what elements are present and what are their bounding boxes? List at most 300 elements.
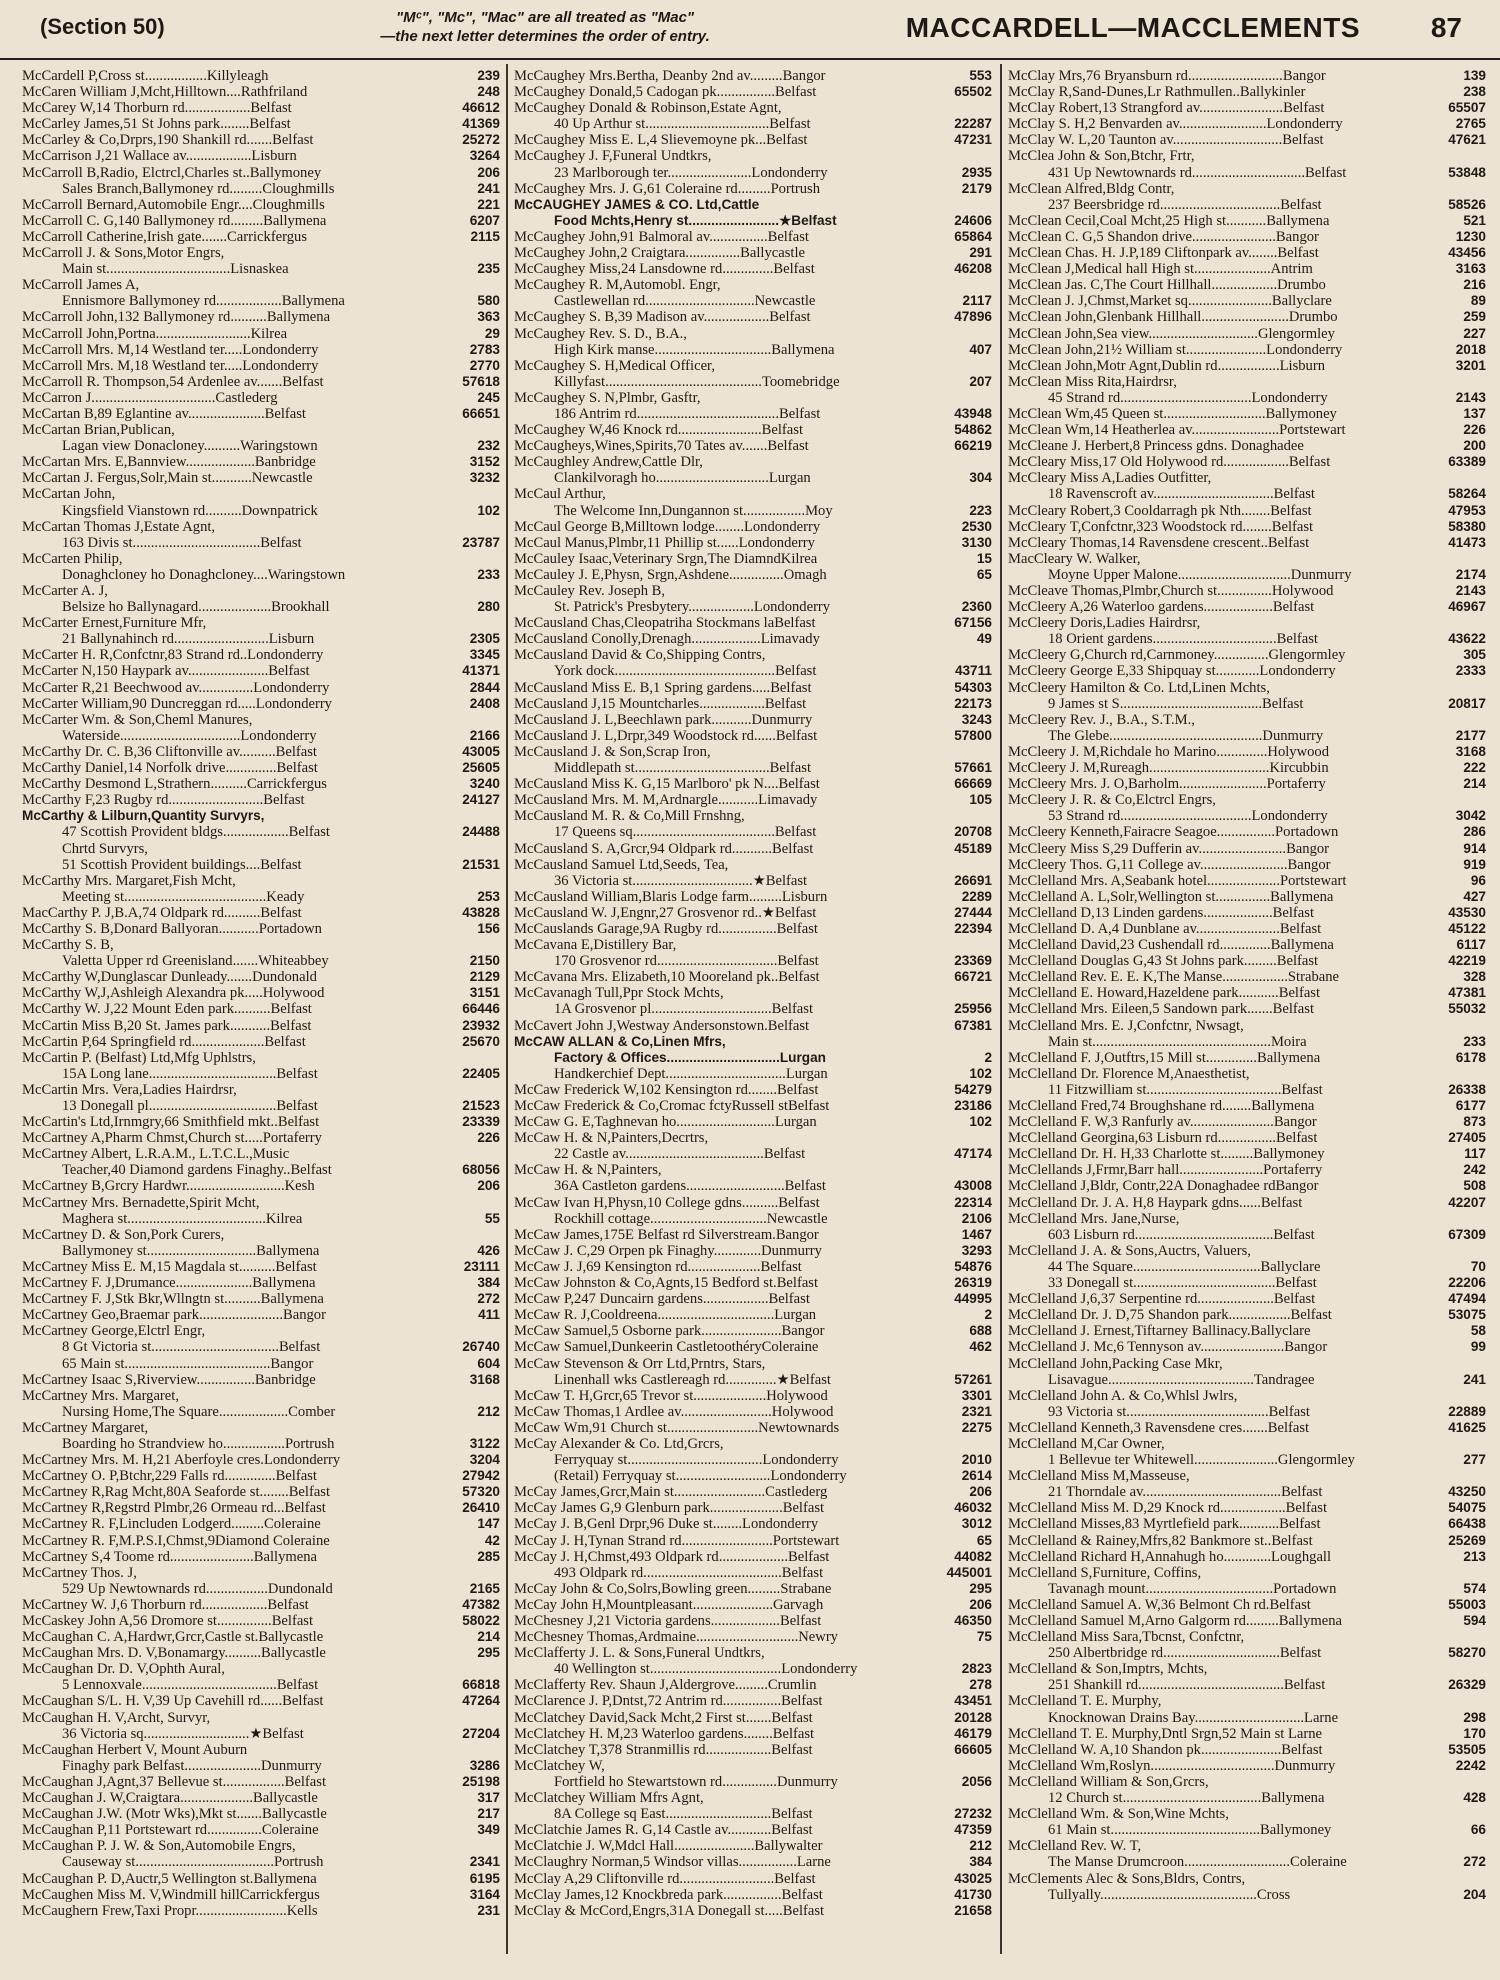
phone-number: 43025 xyxy=(950,1871,992,1887)
phone-number: 26740 xyxy=(458,1339,500,1355)
entry-text: McCaughey Donald,5 Cadogan pk................Belfast xyxy=(514,84,817,101)
entry-text: McCaughey Donald & Robinson,Estate Agnt, xyxy=(514,100,782,117)
phone-number: 42219 xyxy=(1444,953,1486,969)
phone-number: 23369 xyxy=(950,953,992,969)
directory-entry xyxy=(22,519,500,535)
entry-text: McClelland Fred,74 Broughshane rd........Ballymena xyxy=(1008,1098,1315,1114)
directory-entry xyxy=(1008,1549,1486,1565)
directory-entry xyxy=(514,1533,992,1549)
entry-text: McCausland David & Co,Shipping Contrs, xyxy=(514,647,766,664)
entry-text: McClay A,29 Cliftonville rd..........................Belfast xyxy=(514,1870,816,1887)
directory-entry xyxy=(514,1082,992,1098)
directory-entry xyxy=(1008,1661,1486,1677)
phone-number: 22287 xyxy=(950,116,992,132)
entry-text: McClelland Dr. H. H,33 Charlotte st.........Ballymoney xyxy=(1008,1146,1325,1163)
directory-entry xyxy=(22,599,500,615)
directory-entry xyxy=(22,647,500,663)
entry-text: McCleery J. R. & Co,Elctrcl Engrs, xyxy=(1008,792,1216,809)
phone-number: 2275 xyxy=(958,1420,992,1436)
phone-number: 58380 xyxy=(1444,519,1486,535)
directory-entry xyxy=(1008,1452,1486,1468)
entry-text: McCavana E,Distillery Bar, xyxy=(514,937,677,954)
phone-number: 43005 xyxy=(458,744,500,760)
directory-entry xyxy=(1008,1790,1486,1806)
directory-entry xyxy=(514,1838,992,1854)
directory-entry xyxy=(22,1758,500,1774)
phone-number: 55003 xyxy=(1444,1597,1486,1613)
entry-text: 65 Main st........................................Bangor xyxy=(62,1355,314,1372)
phone-number: 66 xyxy=(1467,1822,1486,1838)
entry-text: McCarthy Mrs. Margaret,Fish Mcht, xyxy=(22,872,236,889)
entry-text: Ballymoney st..............................Ballymena xyxy=(62,1242,320,1259)
entry-text: McCarter Ernest,Furniture Mfr, xyxy=(22,615,207,632)
directory-entry xyxy=(514,181,992,197)
directory-entry xyxy=(1008,390,1486,406)
phone-number: 66446 xyxy=(458,1001,500,1017)
entry-text: Fortfield ho Stewartstown rd...............Dunmurry xyxy=(554,1773,838,1790)
directory-entry xyxy=(514,1871,992,1887)
directory-entry xyxy=(514,1581,992,1597)
phone-number: 574 xyxy=(1459,1581,1486,1597)
entry-text: McCausland J. L,Beechlawn park...........Dunmurry xyxy=(514,711,813,728)
entry-text: Main st.................................................Moira xyxy=(1048,1033,1307,1050)
entry-text: McCaw Frederick W,102 Kensington rd........Belfast xyxy=(514,1081,819,1098)
entry-text: McClelland Miss M,Masseuse, xyxy=(1008,1468,1190,1485)
entry-text: Meeting st.......................................Keady xyxy=(62,888,305,905)
phone-number: 65 xyxy=(973,1533,992,1549)
directory-entry xyxy=(514,1677,992,1693)
entry-text: McCaw Samuel,5 Osborne park......................Bangor xyxy=(514,1323,825,1340)
directory-entry xyxy=(22,841,500,857)
directory-entry xyxy=(514,1001,992,1017)
phone-number: 214 xyxy=(473,1629,500,1645)
directory-entry xyxy=(1008,1146,1486,1162)
entry-text: McClelland E. Howard,Hazeldene park...........Belfast xyxy=(1008,985,1321,1002)
entry-text: McCartney R,Rag Mcht,80A Seaforde st........Belfast xyxy=(22,1484,331,1501)
entry-text: McClelland M,Car Owner, xyxy=(1008,1435,1165,1452)
directory-entry xyxy=(514,744,992,760)
directory-entry xyxy=(514,165,992,181)
phone-number: 96 xyxy=(1467,873,1486,889)
directory-entry xyxy=(22,374,500,390)
phone-number: 317 xyxy=(473,1790,500,1806)
entry-text: McCaw James,175E Belfast rd Silverstream.Bangor xyxy=(514,1226,819,1243)
entry-text: McClelland T. E. Murphy, xyxy=(1008,1693,1162,1710)
directory-entry xyxy=(22,100,500,116)
entry-text: McClean Miss Rita,Hairdrsr, xyxy=(1008,373,1177,390)
directory-entry xyxy=(514,1806,992,1822)
directory-entry xyxy=(22,1420,500,1436)
entry-text: Kingsfield Vianstown rd..........Downpatrick xyxy=(62,502,318,519)
directory-entry xyxy=(1008,309,1486,325)
entry-text: McCaughey Mrs.Bertha, Deanby 2nd av.........Bangor xyxy=(514,68,826,84)
phone-number: 47264 xyxy=(458,1693,500,1709)
entry-text: McCartin Miss B,20 St. James park...........Belfast xyxy=(22,1017,312,1034)
directory-entry xyxy=(22,1178,500,1194)
ordering-note-line2: —the next letter determines the order of entry. xyxy=(380,28,710,45)
phone-number: 26329 xyxy=(1444,1677,1486,1693)
entry-text: McCarter William,90 Duncreggan rd.....Londonderry xyxy=(22,695,332,712)
directory-entry xyxy=(1008,1742,1486,1758)
entry-text: McCleary Thomas,14 Ravensdene crescent..Belfast xyxy=(1008,534,1310,551)
phone-number: 328 xyxy=(1459,969,1486,985)
phone-number: 2765 xyxy=(1452,116,1486,132)
entry-text: McCartney George,Elctrl Engr, xyxy=(22,1323,206,1340)
entry-text: 11 Fitzwilliam st.....................................Belfast xyxy=(1048,1081,1323,1098)
directory-entry xyxy=(1008,1420,1486,1436)
phone-number: 226 xyxy=(1459,422,1486,438)
directory-entry xyxy=(1008,583,1486,599)
phone-number: 207 xyxy=(965,374,992,390)
directory-entry xyxy=(514,1452,992,1468)
phone-number: 41473 xyxy=(1444,535,1486,551)
directory-entry xyxy=(514,841,992,857)
directory-entry xyxy=(514,1726,992,1742)
entry-text: McCarter R,21 Beechwood av...............Londonderry xyxy=(22,679,330,696)
directory-entry xyxy=(514,1629,992,1645)
entry-text: McCavana Mrs. Elizabeth,10 Mooreland pk..Belfast xyxy=(514,969,820,986)
entry-text: McCartney Miss E. M,15 Magdala st..........Belfast xyxy=(22,1258,317,1275)
phone-number: 604 xyxy=(473,1356,500,1372)
entry-text: McClelland Miss M. D,29 Knock rd..................Belfast xyxy=(1008,1500,1328,1517)
entry-text: 17 Queens sq.......................................Belfast xyxy=(554,824,817,841)
phone-number: 286 xyxy=(1459,824,1486,840)
directory-entry xyxy=(22,309,500,325)
phone-number: 2242 xyxy=(1452,1758,1486,1774)
phone-number: 2823 xyxy=(958,1661,992,1677)
phone-number: 2143 xyxy=(1452,390,1486,406)
directory-entry xyxy=(22,696,500,712)
directory-entry xyxy=(22,1677,500,1693)
entry-text: McClelland Rev. W. T, xyxy=(1008,1838,1142,1855)
phone-number: 6117 xyxy=(1453,937,1487,953)
entry-text: 493 Oldpark rd......................................Belfast xyxy=(554,1564,824,1581)
entry-text: McCaughan J. W,Craigtara....................Ballycastle xyxy=(22,1790,318,1807)
phone-number: 58022 xyxy=(458,1613,500,1629)
entry-text: McClelland Dr. J. D,75 Shandon park.................Belfast xyxy=(1008,1307,1332,1324)
directory-entry xyxy=(22,1018,500,1034)
directory-entry xyxy=(1008,535,1486,551)
phone-number: 66818 xyxy=(458,1677,500,1693)
directory-entry xyxy=(1008,1565,1486,1581)
phone-number: 3293 xyxy=(958,1243,992,1259)
phone-number: 25605 xyxy=(458,760,500,776)
directory-entry xyxy=(514,454,992,470)
directory-entry xyxy=(1008,1018,1486,1034)
directory-entry xyxy=(1008,744,1486,760)
directory-entry xyxy=(514,808,992,824)
directory-entry xyxy=(1008,1001,1486,1017)
entry-text: McCavanagh Tull,Ppr Stock Mchts, xyxy=(514,985,724,1002)
directory-entry xyxy=(22,1887,500,1903)
entry-text: McCartan Thomas J,Estate Agnt, xyxy=(22,518,216,535)
entry-text: McClelland Mrs. E. J,Confctnr, Nwsagt, xyxy=(1008,1017,1244,1034)
entry-text: 13 Donegall pl...................................Belfast xyxy=(62,1098,318,1114)
phone-number: 291 xyxy=(965,245,992,261)
directory-entry xyxy=(22,1066,500,1082)
phone-number: 445001 xyxy=(943,1565,992,1581)
entry-text: McClean J,Medical hall High st.....................Antrim xyxy=(1008,261,1313,278)
directory-entry xyxy=(514,1484,992,1500)
phone-number: 23111 xyxy=(460,1259,500,1275)
entry-text: McClelland Mrs. Jane,Nurse, xyxy=(1008,1210,1180,1227)
directory-entry xyxy=(514,1162,992,1178)
phone-number: 873 xyxy=(1459,1114,1486,1130)
entry-text: 18 Orient gardens..................................Belfast xyxy=(1048,631,1318,648)
directory-entry xyxy=(1008,470,1486,486)
directory-entry xyxy=(514,647,992,663)
phone-number: 20708 xyxy=(950,824,992,840)
phone-number: 23787 xyxy=(458,535,500,551)
column-divider xyxy=(506,64,508,1954)
entry-text: McCaughan C. A,Hardwr,Grcr,Castle st.Ballycastle xyxy=(22,1629,324,1646)
phone-number: 54303 xyxy=(950,680,992,696)
directory-entry xyxy=(514,261,992,277)
phone-number: 580 xyxy=(473,293,500,309)
entry-text: McCarthy Daniel,14 Norfolk drive..............Belfast xyxy=(22,760,318,777)
phone-number: 23932 xyxy=(458,1018,500,1034)
phone-number: 688 xyxy=(965,1323,992,1339)
phone-number: 349 xyxy=(473,1822,500,1838)
directory-entry xyxy=(1008,293,1486,309)
directory-entry xyxy=(514,390,992,406)
phone-number: 66605 xyxy=(950,1742,992,1758)
phone-number: 305 xyxy=(1459,647,1486,663)
entry-text: Knocknowan Drains Bay..............................Larne xyxy=(1048,1709,1339,1726)
entry-text: McCauslands Garage,9A Rugby rd................Belfast xyxy=(514,920,818,937)
entry-text: McCausland Mrs. M. M,Ardnargle...........Limavady xyxy=(514,792,818,809)
entry-text: McCauley Rev. Joseph B, xyxy=(514,583,666,599)
directory-entry xyxy=(1008,889,1486,905)
directory-entry xyxy=(514,470,992,486)
directory-entry xyxy=(1008,985,1486,1001)
entry-text: McCarroll Bernard,Automobile Engr....Cloughmills xyxy=(22,196,325,213)
entry-text: St. Patrick's Presbytery..................Londonderry xyxy=(554,599,831,616)
phone-number: 25269 xyxy=(1444,1533,1486,1549)
directory-entry xyxy=(1008,696,1486,712)
phone-number: 43250 xyxy=(1444,1484,1486,1500)
directory-entry xyxy=(514,1420,992,1436)
directory-entry xyxy=(1008,1323,1486,1339)
directory-entry xyxy=(1008,1516,1486,1532)
directory-entry xyxy=(514,583,992,599)
directory-entry xyxy=(1008,1597,1486,1613)
phone-number: 66219 xyxy=(950,438,992,454)
entry-text: Boarding ho Strandview ho.................Portrush xyxy=(62,1435,335,1452)
directory-entry xyxy=(22,1291,500,1307)
directory-entry xyxy=(514,1565,992,1581)
entry-text: McClelland & Son,Imptrs, Mchts, xyxy=(1008,1661,1208,1678)
phone-number: 3163 xyxy=(1452,261,1486,277)
directory-entry xyxy=(514,1388,992,1404)
directory-entry xyxy=(22,116,500,132)
directory-entry xyxy=(22,1001,500,1017)
entry-text: McCaughley Andrew,Cattle Dlr, xyxy=(514,454,703,471)
directory-entry xyxy=(1008,1227,1486,1243)
entry-text: McCaw Johnston & Co,Agnts,15 Bedford st.Belfast xyxy=(514,1275,819,1292)
phone-number: 3345 xyxy=(466,647,500,663)
entry-text: McCaughey S. N,Plmbr, Gasftr, xyxy=(514,389,701,406)
directory-entry xyxy=(514,1516,992,1532)
directory-entry xyxy=(514,873,992,889)
phone-number: 3042 xyxy=(1452,808,1486,824)
directory-entry xyxy=(1008,615,1486,631)
directory-entry xyxy=(1008,213,1486,229)
directory-entry xyxy=(514,245,992,261)
entry-text: McCartin P. (Belfast) Ltd,Mfg Uphlstrs, xyxy=(22,1049,256,1066)
directory-column-2 xyxy=(514,68,992,1948)
directory-entry xyxy=(1008,1339,1486,1355)
entry-text: McClelland Samuel A. W,36 Belmont Ch rd.Belfast xyxy=(1008,1596,1311,1613)
directory-entry xyxy=(514,197,992,213)
entry-text: MacCarthy P. J,B.A,74 Oldpark rd..........Belfast xyxy=(22,904,302,921)
entry-text: McClean John,Motr Agnt,Dublin rd.................Lisburn xyxy=(1008,357,1325,374)
entry-text: The Manse Drumcroon.............................Coleraine xyxy=(1048,1854,1347,1871)
directory-entry xyxy=(1008,229,1486,245)
directory-entry xyxy=(22,1854,500,1870)
directory-entry xyxy=(22,1516,500,1532)
entry-text: (Retail) Ferryquay st..........................Londonderry xyxy=(554,1468,847,1485)
phone-number: 54876 xyxy=(950,1259,992,1275)
entry-text: McCaskey John A,56 Dromore st...............Belfast xyxy=(22,1613,314,1629)
directory-entry xyxy=(22,680,500,696)
entry-text: McCaren William J,Mcht,Hilltown....Rathfriland xyxy=(22,84,308,101)
entry-text: McCleane J. Herbert,8 Princess gdns. Donaghadee xyxy=(1008,438,1304,455)
entry-text: McClelland J,6,37 Serpentine rd.....................Belfast xyxy=(1008,1291,1316,1308)
entry-text: McCaw T. H,Grcr,65 Trevor st....................Holywood xyxy=(514,1387,828,1404)
directory-entry xyxy=(514,1307,992,1323)
directory-entry xyxy=(22,1774,500,1790)
running-title: MACCARDELL—MACCLEMENTS xyxy=(905,12,1360,43)
entry-text: McCarthy F,23 Rugby rd..........................Belfast xyxy=(22,792,305,809)
directory-entry xyxy=(1008,1388,1486,1404)
entry-text: McClelland Georgina,63 Lisburn rd................Belfast xyxy=(1008,1130,1318,1147)
directory-entry xyxy=(1008,1629,1486,1645)
phone-number: 3122 xyxy=(466,1436,500,1452)
directory-entry xyxy=(22,969,500,985)
phone-number: 147 xyxy=(473,1516,500,1532)
entry-text: McCausland Miss K. G,15 Marlboro' pk N....Belfast xyxy=(514,776,820,793)
phone-number: 200 xyxy=(1459,438,1486,454)
entry-text: 21 Thorndale av......................................Belfast xyxy=(1048,1484,1323,1501)
entry-text: McClelland J,Bldr, Contr,22A Donaghadee rdBangor xyxy=(1008,1178,1319,1195)
entry-text: McCarter H. R,Confctnr,83 Strand rd..Londonderry xyxy=(22,647,324,664)
directory-entry xyxy=(22,1726,500,1742)
directory-entry xyxy=(1008,857,1486,873)
directory-entry xyxy=(22,326,500,342)
directory-entry xyxy=(22,1211,500,1227)
entry-text: McCaw Ivan H,Physn,10 College gdns..........Belfast xyxy=(514,1194,820,1211)
entry-text: Moyne Upper Malone...............................Dunmurry xyxy=(1048,566,1352,583)
entry-text: McCarroll John,Portna..........................Kilrea xyxy=(22,325,288,342)
directory-entry xyxy=(22,1533,500,1549)
entry-text: 21 Ballynahinch rd..........................Lisburn xyxy=(62,631,315,648)
directory-entry xyxy=(22,1597,500,1613)
directory-entry xyxy=(1008,1130,1486,1146)
phone-number: 231 xyxy=(473,1903,500,1919)
entry-text: Sales Branch,Ballymoney rd.........Cloughmills xyxy=(62,180,335,197)
directory-entry xyxy=(1008,1356,1486,1372)
phone-number: 222 xyxy=(1459,760,1486,776)
phone-number: 304 xyxy=(965,470,992,486)
directory-entry xyxy=(22,358,500,374)
directory-entry xyxy=(1008,438,1486,454)
phone-number: 29 xyxy=(481,326,500,342)
directory-entry xyxy=(22,567,500,583)
phone-number: 384 xyxy=(473,1275,500,1291)
directory-entry xyxy=(22,937,500,953)
phone-number: 3264 xyxy=(466,148,500,164)
entry-text: McCaughan H. V,Archt, Survyr, xyxy=(22,1709,211,1726)
phone-number: 241 xyxy=(1459,1372,1486,1388)
directory-entry xyxy=(22,229,500,245)
phone-number: 2289 xyxy=(958,889,992,905)
directory-entry xyxy=(22,1822,500,1838)
directory-entry xyxy=(514,358,992,374)
entry-text: McCleary Miss A,Ladies Outfitter, xyxy=(1008,470,1212,487)
entry-text: McClatchey W, xyxy=(514,1757,605,1774)
phone-number: 6195 xyxy=(466,1871,500,1887)
phone-number: 47621 xyxy=(1444,132,1486,148)
phone-number: 43711 xyxy=(951,663,992,679)
entry-text: McClelland David,23 Cushendall rd..............Ballymena xyxy=(1008,937,1334,954)
column-divider xyxy=(1000,64,1002,1954)
directory-entry xyxy=(1008,486,1486,502)
phone-number: 57320 xyxy=(458,1484,500,1500)
phone-number: 57261 xyxy=(950,1372,992,1388)
phone-number: 3301 xyxy=(958,1388,992,1404)
entry-text: McCartan J. Fergus,Solr,Main st...........Newcastle xyxy=(22,470,313,487)
phone-number: 1467 xyxy=(958,1227,992,1243)
phone-number: 58 xyxy=(1467,1323,1486,1339)
entry-text: McCaughey S. H,Medical Officer, xyxy=(514,357,715,374)
phone-number: 3130 xyxy=(958,535,992,551)
directory-entry xyxy=(1008,1066,1486,1082)
phone-number: 2844 xyxy=(466,680,500,696)
directory-entry xyxy=(514,1050,992,1066)
entry-text: Lagan view Donacloney..........Waringstown xyxy=(62,438,318,455)
phone-number: 285 xyxy=(473,1549,500,1565)
directory-entry xyxy=(514,760,992,776)
phone-number: 22314 xyxy=(950,1195,992,1211)
directory-entry xyxy=(1008,1211,1486,1227)
phone-number: 2056 xyxy=(958,1774,992,1790)
directory-entry xyxy=(1008,68,1486,84)
directory-entry xyxy=(514,1372,992,1388)
directory-entry xyxy=(1008,937,1486,953)
directory-entry xyxy=(1008,1484,1486,1500)
phone-number: 2143 xyxy=(1452,583,1486,599)
phone-number: 2360 xyxy=(958,599,992,615)
phone-number: 233 xyxy=(473,567,500,583)
directory-entry xyxy=(514,1822,992,1838)
directory-entry xyxy=(514,84,992,100)
entry-text: McCAW ALLAN & Co,Linen Mfrs, xyxy=(514,1033,726,1049)
entry-text: Rockhill cottage................................Newcastle xyxy=(554,1210,828,1227)
directory-entry xyxy=(1008,824,1486,840)
directory-entry xyxy=(1008,519,1486,535)
entry-text: McCarey W,14 Thorburn rd..................Belfast xyxy=(22,100,292,117)
directory-entry xyxy=(514,1903,992,1919)
directory-entry xyxy=(22,1581,500,1597)
phone-number: 22405 xyxy=(458,1066,500,1082)
entry-text: McChesney Thomas,Ardmaine............................Newry xyxy=(514,1629,838,1646)
phone-number: 223 xyxy=(965,503,992,519)
phone-number: 43530 xyxy=(1444,905,1486,921)
directory-entry xyxy=(514,921,992,937)
directory-entry xyxy=(22,390,500,406)
phone-number: 363 xyxy=(473,309,500,325)
